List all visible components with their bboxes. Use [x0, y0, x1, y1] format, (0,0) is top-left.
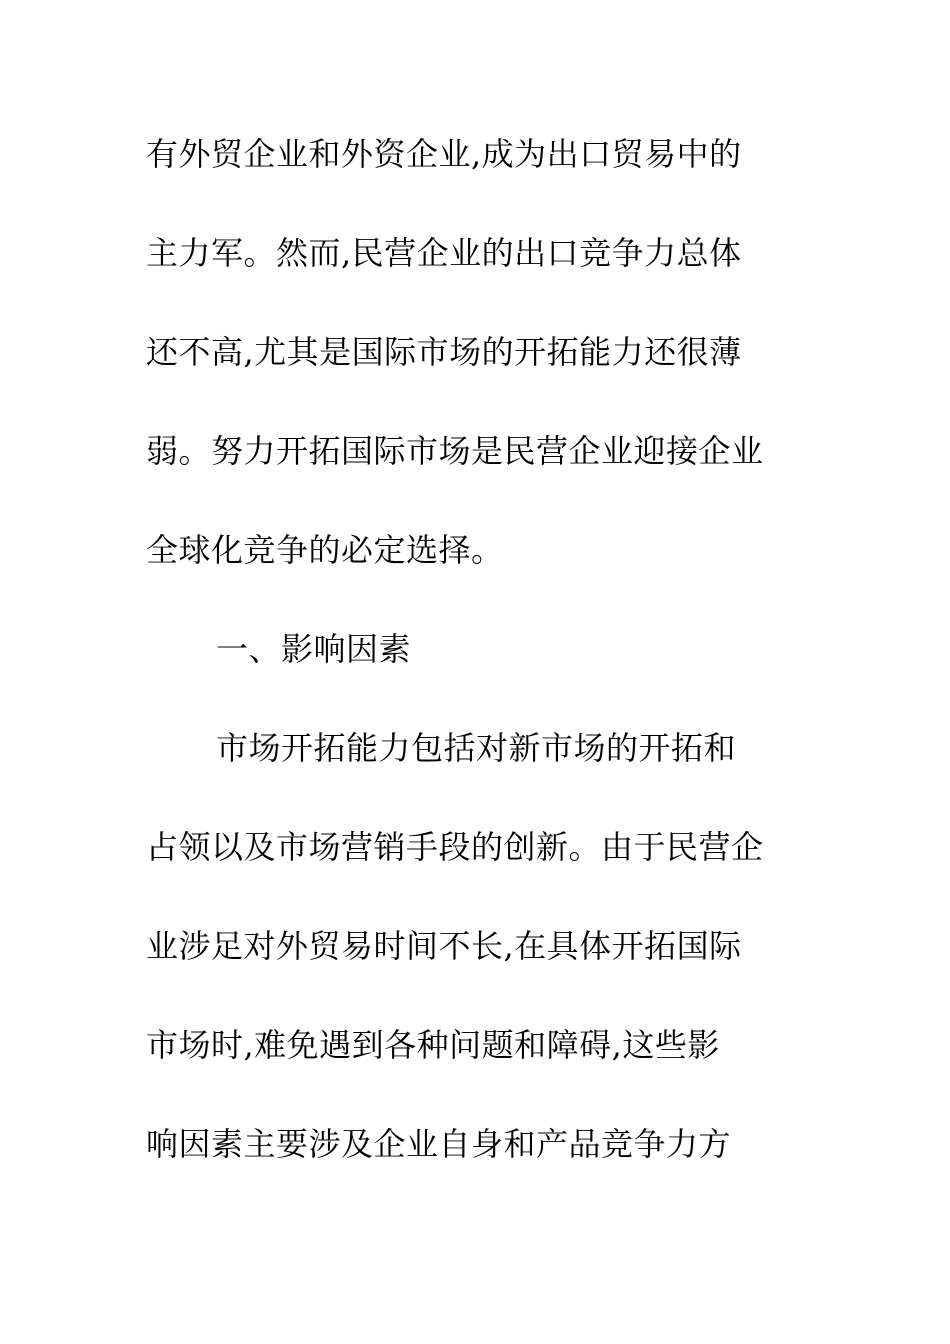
section-heading: 一、影响因素 — [216, 630, 412, 668]
text-line: 还不高,尤其是国际市场的开拓能力还很薄 — [146, 333, 742, 371]
text-line: 有外贸企业和外资企业,成为出口贸易中的 — [146, 135, 742, 173]
text-line: 主力军。然而,民营企业的出口竞争力总体 — [146, 234, 742, 272]
text-line: 占领以及市场营销手段的创新。由于民营企 — [146, 828, 764, 866]
text-line: 业涉足对外贸易时间不长,在具体开拓国际 — [146, 927, 742, 965]
paragraph-first-line: 市场开拓能力包括对新市场的开拓和 — [216, 729, 737, 767]
body-text — [146, 122, 806, 1211]
text-line: 全球化竞争的必定选择。 — [146, 531, 504, 569]
text-line: 响因素主要涉及企业自身和产品竞争力方 — [146, 1125, 732, 1163]
text-line: 弱。努力开拓国际市场是民营企业迎接企业 — [146, 432, 764, 470]
text-line: 市场时,难免遇到各种问题和障碍,这些影 — [146, 1026, 720, 1064]
